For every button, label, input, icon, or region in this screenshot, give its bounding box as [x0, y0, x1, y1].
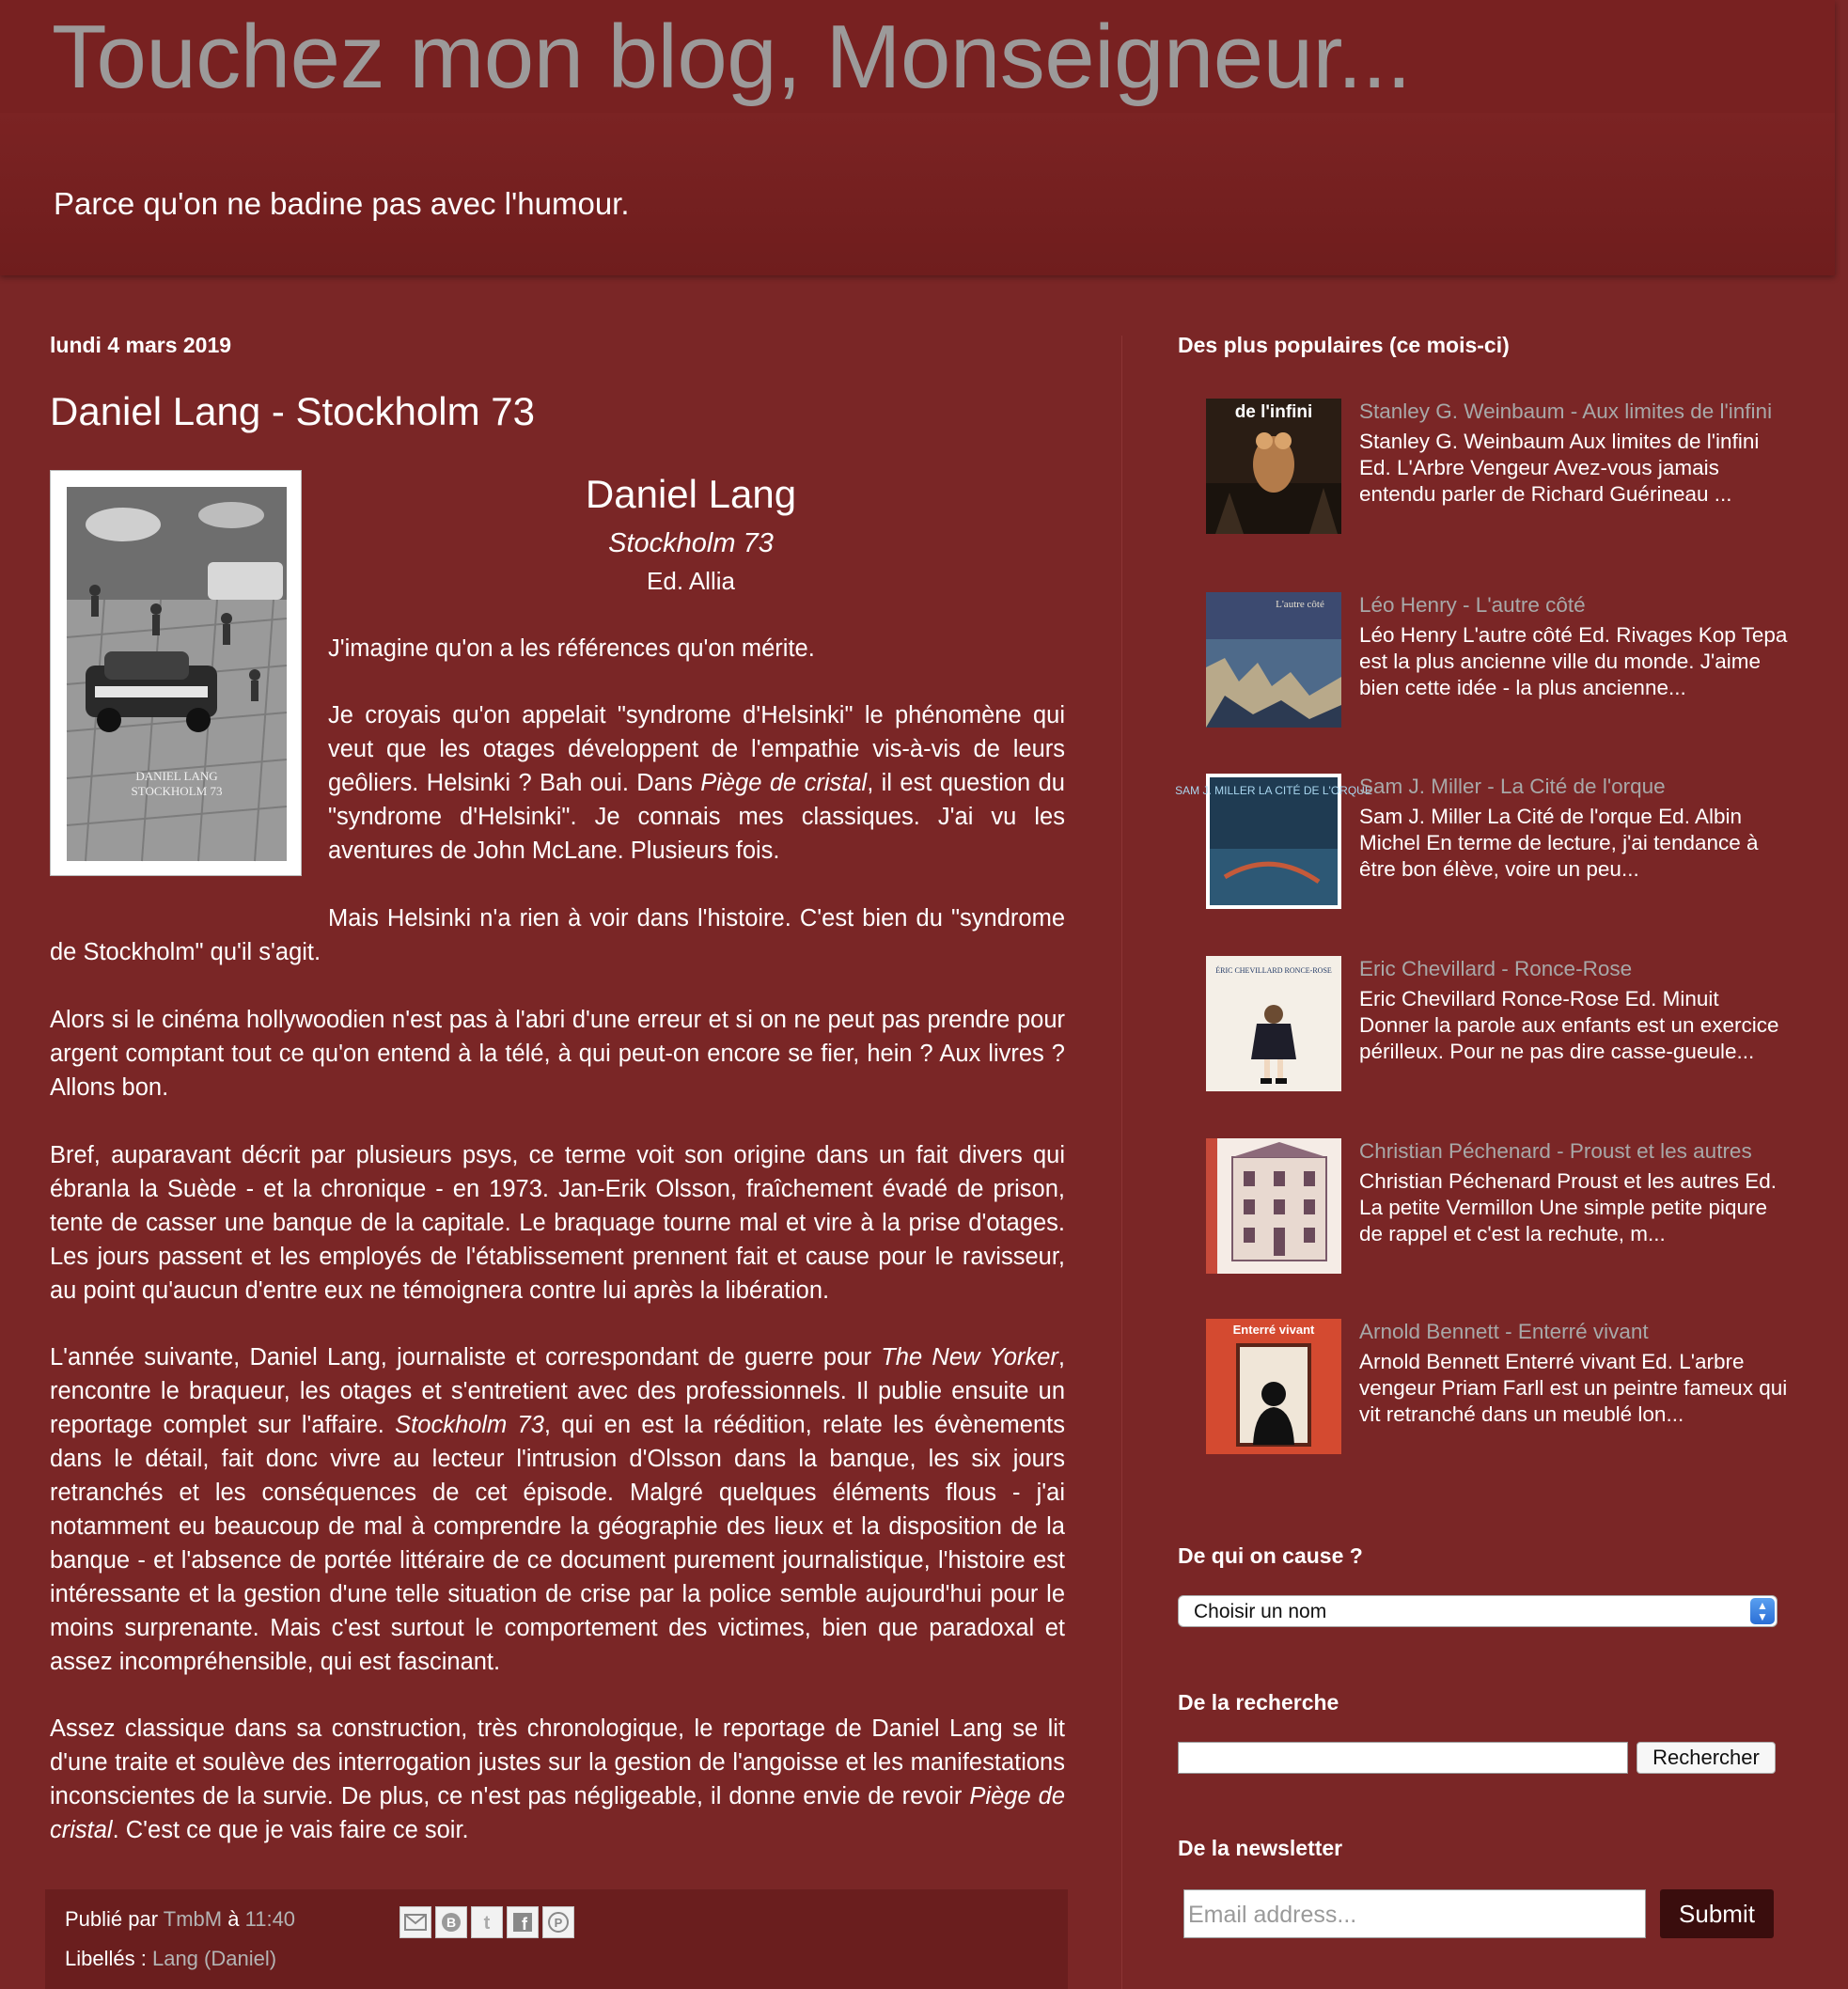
text-run: , qui en est la réédition, relate les évènements dans le détail, fait donc vivre au lecteur l'intrusion d'Olsson dans la banque, les six jours retranchés et les conséquences de cet épisode. Malgré quelques éléments flous - j'ai notamment eu beaucoup de mal à comprendre la géographie des lieux et la disposition de la banque - et l'absence de portée littéraire de ce document purement journalistique, l'histoire est intéressante et la gestion d'une telle situation de crise par la police semble aujourd'hui pour le moins surprenante. Mais c'est surtout le comportement des victimes, bien que paradoxal et assez incompréhensible, qui est fascinant. — [50, 1412, 1065, 1675]
popular-post-snippet: Léo Henry L'autre côté Ed. Rivages Kop Tepa est la plus ancienne ville du monde. J'aime bien cette idée - la plus ancienne... — [1359, 623, 1788, 699]
newsletter-email-input[interactable] — [1183, 1889, 1646, 1938]
popular-post-link[interactable]: Christian Péchenard - Proust et les autres — [1359, 1139, 1752, 1163]
search-input[interactable] — [1178, 1742, 1628, 1774]
popular-post-snippet: Stanley G. Weinbaum Aux limites de l'infini Ed. L'Arbre Vengeur Avez-vous jamais entendu parler de Richard Guérineau ... — [1359, 430, 1760, 506]
thumb-title: Enterré vivant — [1232, 1323, 1315, 1337]
labels-prefix: Libellés : — [65, 1947, 147, 1970]
share-buttons — [399, 1906, 578, 1938]
post-labels — [65, 1947, 276, 1971]
popular-post-link[interactable]: Arnold Bennett - Enterré vivant — [1359, 1320, 1649, 1343]
label-link[interactable]: Lang (Daniel) — [151, 1947, 277, 1970]
post-time-link[interactable]: 11:40 — [244, 1907, 296, 1931]
popular-post-snippet: Arnold Bennett Enterré vivant Ed. L'arbre vengeur Priam Farll est un peintre fameux qui vit retranché dans un meublé lon... — [1359, 1350, 1788, 1426]
thumb-title: L'autre côté — [1276, 599, 1324, 610]
chevron-updown-icon: ▲ ▼ — [1750, 1598, 1775, 1624]
post-paragraph — [50, 1712, 1065, 1847]
post-byline — [65, 1907, 295, 1932]
popular-post-thumbnail[interactable] — [1206, 1319, 1341, 1454]
book-title-inline: Stockholm 73 — [395, 1412, 544, 1438]
post-footer — [45, 1889, 1068, 1989]
popular-post-snippet: Christian Péchenard Proust et les autres Ed. La petite Vermillon Une simple petite piqure de rappel et c'est la rechute, m... — [1359, 1169, 1777, 1245]
blog-header — [0, 0, 1835, 275]
blog-title[interactable]: Touchez mon blog, Monseigneur... — [52, 7, 1412, 107]
popular-post-link[interactable]: Eric Chevillard - Ronce-Rose — [1359, 957, 1633, 980]
post-paragraph: Mais Helsinki n'a rien à voir dans l'histoire. C'est bien du "syndrome de Stockholm" qu'il s'agit. — [50, 905, 1065, 965]
thumb-title: de l'infini — [1234, 402, 1313, 422]
thumb-title: SAM J. MILLER LA CITÉ DE L'ORQUE — [1175, 784, 1372, 797]
text-run: Assez classique dans sa construction, très chronologique, le reportage de Daniel Lang se lit d'une traite et soulève des interrogation justes sur la gestion de l'angoisse et les manifestations inconscientes de la survie. De plus, ce n'est pas négligeable, il donne envie de revoir — [50, 1715, 1065, 1809]
published-by-label: Publié par — [65, 1907, 159, 1931]
popular-post-thumbnail[interactable] — [1206, 1138, 1341, 1274]
blogger-icon[interactable] — [435, 1906, 467, 1938]
post-paragraph — [50, 1340, 1065, 1679]
popular-posts-heading: Des plus populaires (ce mois-ci) — [1178, 333, 1510, 357]
post-paragraph: Alors si le cinéma hollywoodien n'est pas à l'abri d'une erreur et si on ne peut pas prendre pour argent comptant tout ce qu'on entend à la télé, à qui peut-on encore se fier, hein ? Aux livres ? Allons bon. — [50, 1007, 1065, 1101]
post-paragraph: J'imagine qu'on a les références qu'on mérite. — [328, 635, 815, 662]
authors-heading: De qui on cause ? — [1178, 1543, 1363, 1568]
popular-post-snippet: Sam J. Miller La Cité de l'orque Ed. Albin Michel En terme de lecture, j'ai tendance à être bon élève, voire un peu... — [1359, 805, 1759, 881]
book-author: Daniel Lang — [585, 472, 797, 516]
twitter-icon[interactable] — [471, 1906, 503, 1938]
search-heading: De la recherche — [1178, 1690, 1339, 1715]
author-link[interactable]: TmbM — [163, 1907, 223, 1931]
at-label: à — [227, 1907, 240, 1931]
book-cover-photo — [67, 487, 287, 861]
text-run: . C'est ce que je vais faire ce soir. — [112, 1817, 469, 1843]
book-publisher: Ed. Allia — [647, 567, 735, 595]
search-button[interactable]: Rechercher — [1637, 1742, 1776, 1774]
svg-text:t: t — [483, 1913, 491, 1934]
pinterest-icon[interactable] — [542, 1906, 574, 1938]
movie-title: Piège de cristal — [700, 770, 868, 796]
popular-post-thumbnail[interactable] — [1206, 592, 1341, 728]
post-paragraph: Bref, auparavant décrit par plusieurs psys, ce terme voit son origine dans un fait divers qui ébranla la Suède - et la chronique - en 1973. Jan-Erik Olsson, fraîchement évadé de prison, tente de casser une banque de la capitale. Le braquage tourne mal et vire à la prise d'otages. Les jours passent et les employés de l'établissement prennent fait et cause pour le ravisseur, au point qu'aucun d'entre eux ne témoignera contre lui après la libération. — [50, 1142, 1065, 1304]
thumb-title: ÉRIC CHEVILLARD RONCE-ROSE — [1215, 966, 1332, 975]
email-icon[interactable] — [399, 1906, 431, 1938]
magazine-title: The New Yorker — [881, 1344, 1058, 1370]
author-select-value: Choisir un nom — [1194, 1601, 1327, 1622]
popular-post-snippet: Eric Chevillard Ronce-Rose Ed. Minuit Donner la parole aux enfants est un exercice périlleux. Pour ne pas dire casse-gueule... — [1359, 987, 1779, 1063]
cover-author: DANIEL LANG — [135, 769, 218, 783]
popular-post-link[interactable]: Sam J. Miller - La Cité de l'orque — [1359, 775, 1666, 798]
post-date: lundi 4 mars 2019 — [50, 333, 232, 357]
newsletter-submit-button[interactable]: Submit — [1660, 1889, 1774, 1938]
popular-post-thumbnail[interactable] — [1206, 399, 1341, 534]
svg-text:P: P — [554, 1916, 563, 1930]
author-select[interactable] — [1178, 1595, 1778, 1627]
popular-post-thumbnail[interactable] — [1206, 956, 1341, 1091]
movie-title: Piège de cristal — [50, 1783, 1065, 1843]
text-run: L'année suivante, Daniel Lang, journaliste et correspondant de guerre pour — [50, 1344, 882, 1370]
popular-post-link[interactable]: Léo Henry - L'autre côté — [1359, 593, 1586, 617]
post-paragraph — [328, 698, 1065, 868]
column-divider — [1121, 336, 1122, 1989]
svg-text:f: f — [522, 1915, 527, 1934]
book-cover-image[interactable] — [50, 470, 302, 876]
book-title: Stockholm 73 — [608, 528, 774, 558]
cover-title: STOCKHOLM 73 — [131, 784, 223, 798]
post-title[interactable]: Daniel Lang - Stockholm 73 — [50, 389, 535, 433]
popular-post-link[interactable]: Stanley G. Weinbaum - Aux limites de l'infini — [1359, 399, 1773, 423]
text-run: Je croyais qu'on appelait "syndrome d'Helsinki" le phénomène qui veut que les otages développent de l'empathie vis-à-vis de leurs geôliers. Helsinki ? Bah oui. Dans — [328, 702, 1065, 796]
svg-text:B: B — [446, 1915, 457, 1930]
facebook-icon[interactable] — [507, 1906, 539, 1938]
email-placeholder: Email address... — [1188, 1902, 1357, 1928]
blog-description: Parce qu'on ne badine pas avec l'humour. — [54, 186, 630, 221]
text-run: , rencontre le braqueur, les otages et s'entretient avec des professionnels. Il publie ensuite un reportage complet sur l'affaire. — [50, 1344, 1065, 1438]
popular-post-thumbnail[interactable] — [1175, 774, 1372, 909]
newsletter-heading: De la newsletter — [1178, 1836, 1343, 1860]
text-run: , il est question du "syndrome d'Helsinki". Je connais mes classiques. J'ai vu les aventures de John McLane. Plusieurs fois. — [328, 770, 1065, 864]
